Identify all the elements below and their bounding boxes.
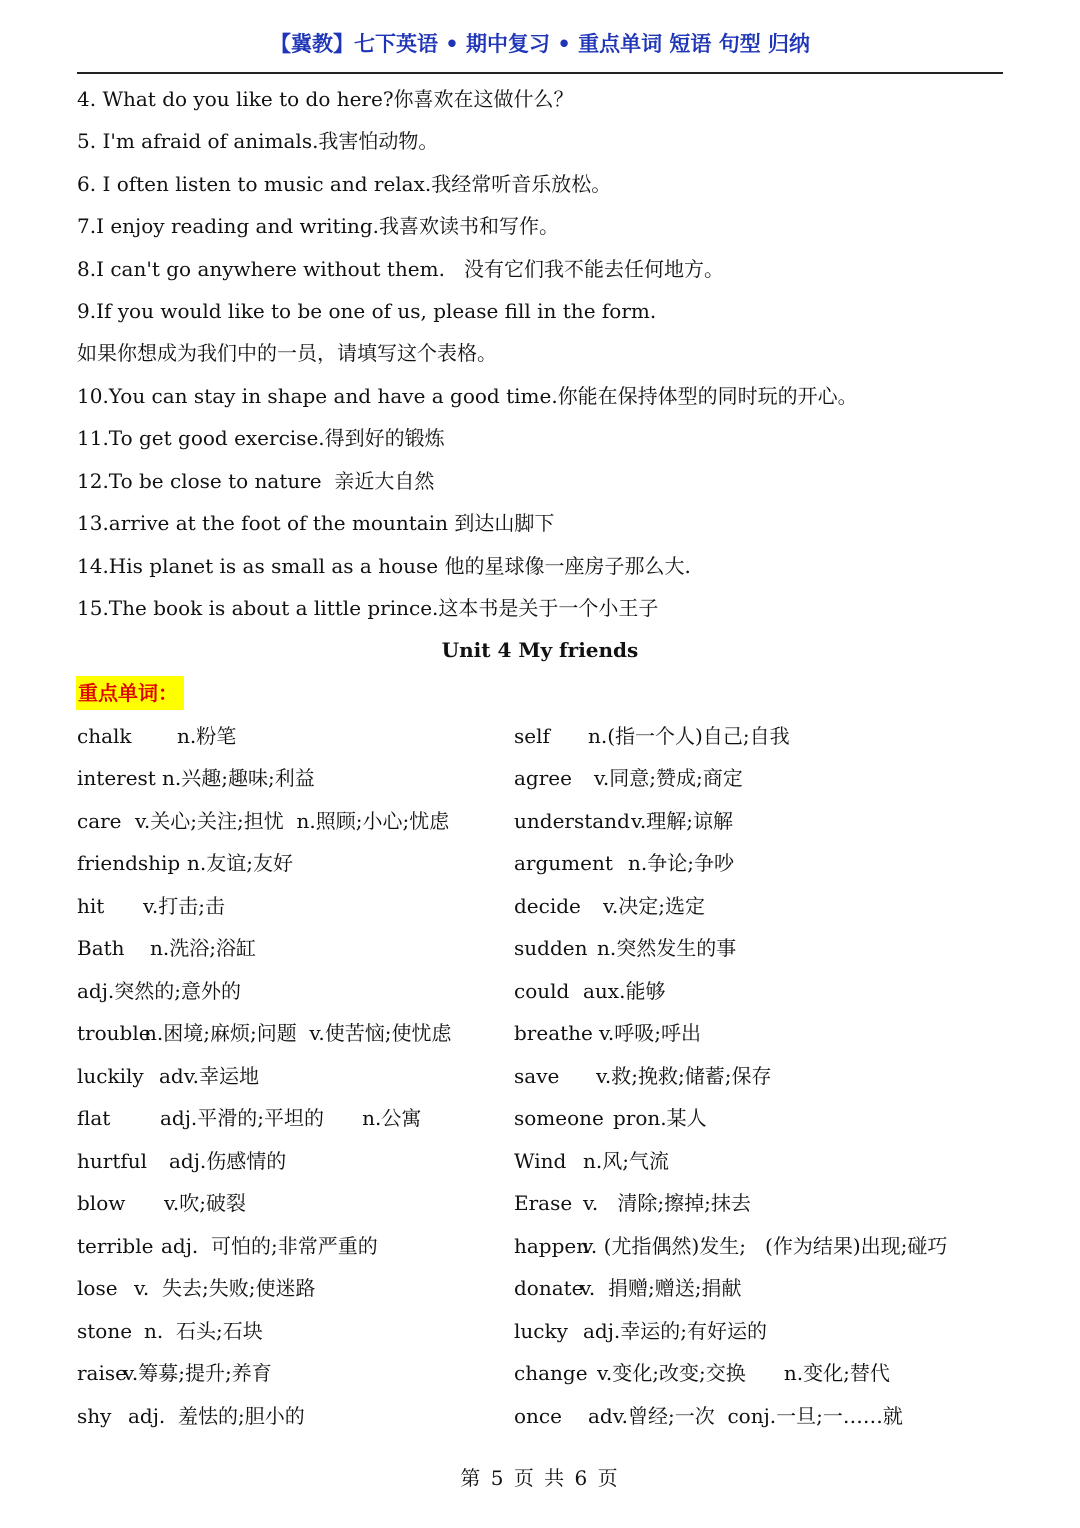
vocab-definition: adj.伤感情的 [169, 1149, 287, 1173]
vocab-definition: n.(指一个人)自己;自我 [588, 724, 790, 748]
vocab-item [514, 765, 743, 791]
vocab-word: Bath [77, 936, 125, 960]
vocab-definition: n.兴趣;趣味;利益 [162, 766, 315, 790]
vocab-definition: aux.能够 [583, 979, 666, 1003]
vocab-word: hit [77, 894, 105, 918]
sentence-line: 15.The book is about a little prince.这本书是关于一个小王子 [77, 596, 659, 620]
vocab-definition: v.同意;赞成;商定 [594, 766, 743, 790]
sentence-line: 4. What do you like to do here?你喜欢在这做什么？ [77, 87, 574, 111]
vocab-item [514, 1275, 741, 1301]
sentence-line: 14.His planet is as small as a house 他的星球像一座房子那么大. [77, 554, 691, 578]
vocab-word: flat [77, 1106, 111, 1130]
key-words-label: 重点单词： [76, 676, 184, 710]
vocab-item [514, 1148, 669, 1174]
sentence-line: 7.I enjoy reading and writing.我喜欢读书和写作。 [77, 214, 560, 238]
vocab-word: shy [77, 1404, 112, 1428]
page-number: 第 5 页 共 6 页 [460, 1466, 620, 1490]
sentence-line: 10.You can stay in shape and have a good time.你能在保持体型的同时玩的开心。 [77, 384, 858, 408]
vocab-word: someone [514, 1106, 604, 1130]
vocab-word: trouble [77, 1021, 151, 1045]
vocab-word: sudden [514, 936, 588, 960]
vocab-item [77, 978, 241, 1004]
vocab-item [77, 1063, 259, 1089]
header-rule [77, 72, 1003, 74]
vocab-item [77, 1020, 451, 1046]
vocab-item [514, 1318, 767, 1344]
vocab-word: luckily [77, 1064, 144, 1088]
vocab-definition: v. 捐赠;赠送;捐献 [580, 1276, 742, 1300]
sentence-line: 11.To get good exercise.得到好的锻炼 [77, 426, 445, 450]
vocab-item [77, 765, 315, 791]
vocab-definition: adj. 可怕的;非常严重的 [161, 1234, 378, 1258]
vocab-definition: n.粉笔 [177, 724, 237, 748]
vocab-item [77, 808, 449, 834]
vocab-word: interest [77, 766, 156, 790]
vocab-word: breathe [514, 1021, 593, 1045]
vocab-definition: v. 清除;擦掉;抹去 [583, 1191, 751, 1215]
vocab-definition: v.决定;选定 [603, 894, 706, 918]
vocab-item [77, 1360, 272, 1386]
sentence-line: 13.arrive at the foot of the mountain 到达山脚下 [77, 511, 555, 535]
vocab-word: lucky [514, 1319, 568, 1343]
vocab-definition: v.吹;破裂 [164, 1191, 247, 1215]
vocab-item [77, 1105, 421, 1131]
vocab-definition: n.困境;麻烦;问题 v.使苦恼;使忧虑 [144, 1021, 452, 1045]
vocab-word: blow [77, 1191, 126, 1215]
vocab-word: agree [514, 766, 572, 790]
vocab-definition: v.呼吸;呼出 [599, 1021, 702, 1045]
vocab-definition: adj.突然的;意外的 [77, 979, 242, 1003]
vocab-word: terrible [77, 1234, 154, 1258]
vocab-item [514, 935, 736, 961]
vocab-item [77, 1190, 246, 1216]
vocab-word: change [514, 1361, 588, 1385]
vocab-definition: v.理解;谅解 [631, 809, 734, 833]
document-header: 【冀教】七下英语 • 期中复习 • 重点单词 短语 句型 归纳 [269, 32, 811, 56]
vocab-word: Wind [514, 1149, 567, 1173]
vocab-word: self [514, 724, 550, 748]
vocab-item [514, 1105, 707, 1131]
vocab-item [514, 1360, 890, 1386]
vocab-word: once [514, 1404, 562, 1428]
vocab-definition: v.关心;关注;担忧 n.照顾;小心;忧虑 [135, 809, 450, 833]
vocab-definition: adj. 羞怯的;胆小的 [128, 1404, 305, 1428]
vocab-definition: adj.幸运的;有好运的 [583, 1319, 768, 1343]
vocab-definition: n.争论;争吵 [628, 851, 734, 875]
vocab-word: could [514, 979, 570, 1003]
vocab-definition: n. 石头;石块 [144, 1319, 263, 1343]
vocab-item [514, 1063, 772, 1089]
vocab-item [77, 935, 256, 961]
vocab-definition: v.筹募;提升;养育 [123, 1361, 272, 1385]
vocab-item [77, 1233, 378, 1259]
vocab-item [514, 1190, 751, 1216]
vocab-word: lose [77, 1276, 118, 1300]
vocab-word: save [514, 1064, 560, 1088]
vocab-item [514, 723, 790, 749]
vocab-item [77, 893, 225, 919]
vocab-definition: adv.幸运地 [159, 1064, 260, 1088]
vocab-item [77, 723, 236, 749]
vocab-definition: n.风;气流 [583, 1149, 669, 1173]
vocab-item [77, 1318, 263, 1344]
vocab-item [77, 1403, 305, 1429]
vocab-definition: adj.平滑的;平坦的 n.公寓 [160, 1106, 422, 1130]
vocab-item [77, 850, 293, 876]
vocab-word: raise [77, 1361, 127, 1385]
vocab-word: friendship [77, 851, 181, 875]
vocab-item [514, 850, 734, 876]
vocab-word: care [77, 809, 122, 833]
vocab-word: happen [514, 1234, 590, 1258]
vocab-word: stone [77, 1319, 133, 1343]
sentence-line: 6. I often listen to music and relax.我经常听音乐放松。 [77, 172, 612, 196]
vocab-definition: adv.曾经;一次 conj.一旦;一……就 [588, 1404, 903, 1428]
vocab-item [514, 1233, 947, 1259]
sentence-line: 12.To be close to nature 亲近大自然 [77, 469, 435, 493]
unit-title: Unit 4 My friends [441, 638, 639, 662]
vocab-definition: n.友谊;友好 [187, 851, 293, 875]
vocab-definition: v.变化;改变;交换 n.变化;替代 [597, 1361, 890, 1385]
vocab-definition: v. (尤指偶然)发生; (作为结果)出现;碰巧 [582, 1234, 948, 1258]
vocab-definition: n.洗浴;浴缸 [150, 936, 256, 960]
vocab-item [514, 1020, 701, 1046]
sentence-line: 5. I'm afraid of animals.我害怕动物。 [77, 129, 439, 153]
vocab-item [77, 1275, 315, 1301]
sentence-translation: 如果你想成为我们中的一员，请填写这个表格。 [77, 341, 497, 365]
sentence-line: 9.If you would like to be one of us, please fill in the form. [77, 299, 657, 323]
vocab-definition: v.打击;击 [143, 894, 226, 918]
vocab-word: hurtful [77, 1149, 148, 1173]
vocab-word: decide [514, 894, 581, 918]
vocab-word: argument [514, 851, 613, 875]
vocab-definition: pron.某人 [613, 1106, 707, 1130]
vocab-word: understand [514, 809, 630, 833]
vocab-item [514, 1403, 903, 1429]
vocab-word: donate [514, 1276, 584, 1300]
vocab-item [514, 808, 733, 834]
vocab-item [77, 1148, 286, 1174]
vocab-definition: v.救;挽救;储蓄;保存 [596, 1064, 772, 1088]
vocab-word: chalk [77, 724, 132, 748]
vocab-item [514, 978, 665, 1004]
vocab-definition: n.突然发生的事 [597, 936, 737, 960]
vocab-item [514, 893, 705, 919]
vocab-definition: v. 失去;失败;使迷路 [134, 1276, 316, 1300]
vocab-word: Erase [514, 1191, 573, 1215]
sentence-line: 8.I can't go anywhere without them. 没有它们我不能去任何地方。 [77, 257, 725, 281]
